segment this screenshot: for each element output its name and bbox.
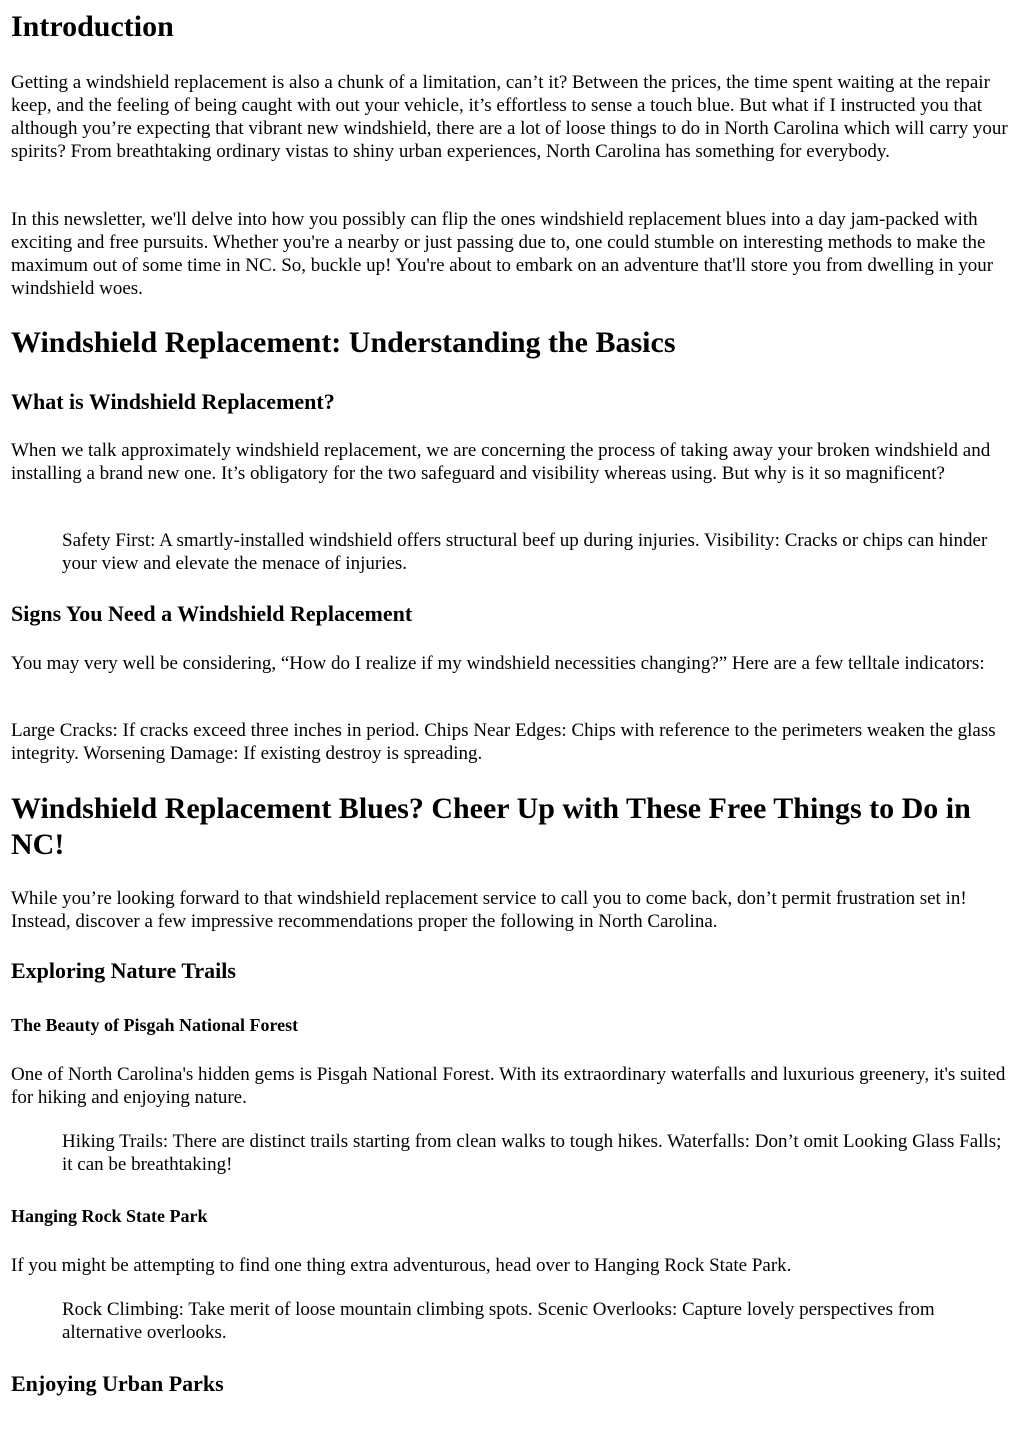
- hanging-rock-heading: Hanging Rock State Park: [11, 1206, 208, 1226]
- what-is-quote: Safety First: A smartly-installed windshield offers structural beef up during injuries. Visibility: Cracks or chips can hinder your view and elevate the menace of injuries.: [62, 530, 988, 574]
- hanging-rock-quote: Rock Climbing: Take merit of loose mountain climbing spots. Scenic Overlooks: Capture lovely perspectives from alternative overlooks.: [62, 1299, 935, 1343]
- signs-heading: Signs You Need a Windshield Replacement: [11, 601, 413, 626]
- intro-heading: Introduction: [11, 10, 174, 43]
- signs-paragraph-1: You may very well be considering, “How do I realize if my windshield necessities changing?” Here are a few telltale indicators:: [11, 653, 985, 674]
- what-is-paragraph: When we talk approximately windshield replacement, we are concerning the process of taking away your broken windshield and installing a brand new one. It’s obligatory for the two safeguard and visibility whereas using. But why is it so magnificent?: [11, 440, 991, 484]
- intro-paragraph-1: Getting a windshield replacement is also a chunk of a limitation, can’t it? Between the prices, the time spent waiting at the repair keep, and the feeling of being caught with out your vehicle, it’s effortless to sense a touch blue. But what if I instructed you that although you’re expecting that vibrant new windshield, there are a lot of loose things to do in North Carolina which will carry your spirits? From breathtaking ordinary vistas to shiny urban experiences, North Carolina has something for everybody.: [11, 72, 1008, 162]
- hanging-rock-paragraph: If you might be attempting to find one thing extra adventurous, head over to Hanging Rock State Park.: [11, 1255, 792, 1276]
- blues-paragraph: While you’re looking forward to that windshield replacement service to call you to come back, don’t permit frustration set in! Instead, discover a few impressive recommendations proper the following in North Carolina.: [11, 888, 967, 932]
- pisgah-paragraph: One of North Carolina's hidden gems is Pisgah National Forest. With its extraordinary waterfalls and luxurious greenery, it's suited for hiking and enjoying nature.: [11, 1064, 1006, 1108]
- pisgah-heading: The Beauty of Pisgah National Forest: [11, 1015, 299, 1035]
- trails-heading: Exploring Nature Trails: [11, 958, 236, 983]
- signs-paragraph-2: Large Cracks: If cracks exceed three inches in period. Chips Near Edges: Chips with reference to the perimeters weaken the glass integrity. Worsening Damage: If existing destroy is spreading.: [11, 720, 996, 764]
- pisgah-quote: Hiking Trails: There are distinct trails starting from clean walks to tough hikes. Waterfalls: Don’t omit Looking Glass Falls; it can be breathtaking!: [62, 1131, 1002, 1175]
- what-is-heading: What is Windshield Replacement?: [11, 389, 335, 414]
- basics-heading: Windshield Replacement: Understanding the Basics: [11, 326, 676, 359]
- intro-paragraph-2: In this newsletter, we'll delve into how you possibly can flip the ones windshield replacement blues into a day jam-packed with exciting and free pursuits. Whether you're a nearby or just passing due to, one could stumble on interesting methods to make the maximum out of some time in NC. So, buckle up! You're about to embark on an adventure that'll store you from dwelling in your windshield woes.: [11, 209, 994, 299]
- urban-parks-heading: Enjoying Urban Parks: [11, 1371, 224, 1396]
- blues-heading: Windshield Replacement Blues? Cheer Up with These Free Things to Do in NC!: [11, 792, 971, 861]
